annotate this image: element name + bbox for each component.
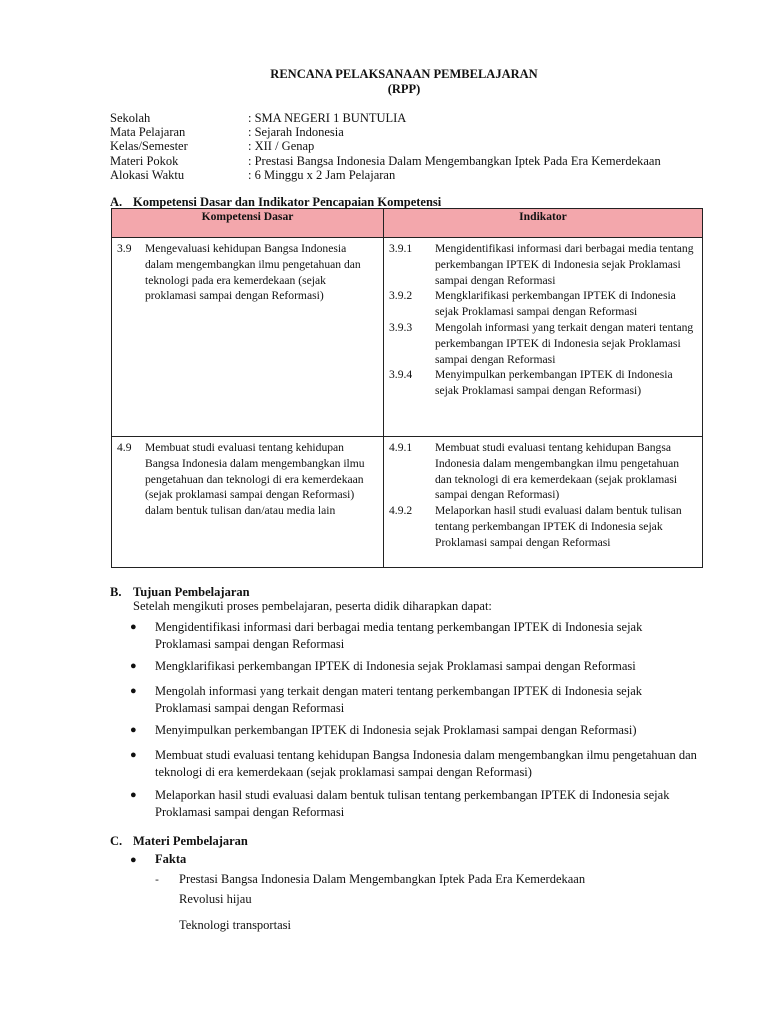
meta-label: Alokasi Waktu [110, 167, 185, 182]
meta-row-kelas-semester [110, 139, 661, 153]
indicator-item [384, 503, 702, 550]
list-item-text: Teknologi transportasi [179, 918, 291, 932]
header-indikator: Indikator [384, 209, 703, 238]
bullet-icon: ● [130, 621, 137, 633]
indicator-number: 3.9.3 [389, 320, 413, 334]
fakta-heading [130, 852, 186, 867]
list-item-text: Mengolah informasi yang terkait dengan materi tentang perkembangan IPTEK di Indonesia sejak Proklamasi sampai dengan Reformasi [155, 684, 642, 715]
fakta-label: Fakta [155, 852, 187, 866]
list-item-text: Membuat studi evaluasi tentang kehidupan Bangsa Indonesia dalam mengembangkan ilmu pengetahuan dan teknologi di era kemerdekaan (sejak proklamasi sampai dengan Reformasi) [155, 748, 697, 779]
indicator-item [384, 241, 702, 288]
meta-value: : Sejarah Indonesia [248, 125, 344, 140]
indicator-cell [384, 238, 703, 437]
indicator-number: 3.9.2 [389, 289, 413, 303]
indicator-text: Mengidentifikasi informasi dari berbagai media tentang perkembangan IPTEK di Indonesia sejak Proklamasi sampai dengan Reformasi [435, 242, 694, 287]
list-item-text: Revolusi hijau [179, 892, 252, 906]
list-item-text: Prestasi Bangsa Indonesia Dalam Mengembangkan Iptek Pada Era Kemerdekaan [179, 872, 586, 886]
section-number: C. [110, 834, 123, 848]
table-header-row [112, 209, 703, 238]
bullet-icon: ● [130, 685, 137, 697]
list-item [155, 918, 291, 933]
list-item [155, 872, 585, 887]
bullet-icon: ● [130, 789, 137, 801]
document-subtitle: (RPP) [387, 82, 421, 96]
list-item [130, 619, 710, 653]
indicator-item [384, 440, 702, 503]
identity-block [110, 111, 661, 182]
list-item [130, 722, 710, 739]
bullet-icon: ● [130, 854, 137, 866]
bullet-icon: ● [130, 724, 137, 736]
section-title: Materi Pembelajaran [133, 834, 248, 848]
meta-row-alokasi-waktu [110, 168, 661, 182]
meta-value: : XII / Genap [248, 139, 315, 154]
indicator-number: 3.9.4 [389, 368, 413, 382]
list-item-text: Mengklarifikasi perkembangan IPTEK di Indonesia sejak Proklamasi sampai dengan Reformasi [155, 659, 636, 673]
list-item [130, 747, 710, 781]
meta-label: Sekolah [110, 111, 151, 125]
meta-row-mata-pelajaran [110, 125, 661, 139]
indicator-cell [384, 437, 703, 568]
list-item [130, 683, 710, 717]
indicator-item [384, 288, 702, 320]
indicator-item [384, 320, 702, 367]
section-b-heading [110, 585, 250, 600]
competency-table [111, 208, 703, 568]
bullet-icon: ● [130, 660, 137, 672]
kd-text: Mengevaluasi kehidupan Bangsa Indonesia dalam mengembangkan ilmu pengetahuan dan teknologi pada era kemerdekaan (sejak proklamasi sampai dengan Reformasi) [145, 242, 361, 303]
meta-row-materi-pokok [110, 154, 661, 168]
list-item [155, 892, 252, 907]
indicator-text: Membuat studi evaluasi tentang kehidupan Bangsa Indonesia dalam mengembangkan ilmu pengetahuan dan teknologi di era kemerdekaan (sejak proklamasi sampai dengan Reformasi) [435, 441, 680, 502]
meta-value: : 6 Minggu x 2 Jam Pelajaran [248, 167, 396, 182]
meta-value: : Prestasi Bangsa Indonesia Dalam Mengembangkan Iptek Pada Era Kemerdekaan [248, 153, 661, 168]
meta-label: Kelas/Semester [110, 139, 188, 154]
indicator-number: 4.9.2 [389, 504, 413, 518]
section-b-intro: Setelah mengikuti proses pembelajaran, peserta didik diharapkan dapat: [133, 599, 492, 613]
indicator-text: Melaporkan hasil studi evaluasi dalam bentuk tulisan tentang perkembangan IPTEK di Indonesia sejak Proklamasi sampai dengan Reformasi [435, 504, 682, 549]
section-number: A. [110, 195, 123, 209]
section-title: Tujuan Pembelajaran [133, 585, 250, 599]
list-item [130, 658, 710, 675]
kd-cell [112, 238, 384, 437]
kd-cell [112, 437, 384, 568]
meta-label: Materi Pokok [110, 153, 179, 168]
bullet-icon: ● [130, 749, 137, 761]
indicator-text: Mengklarifikasi perkembangan IPTEK di Indonesia sejak Proklamasi sampai dengan Reformasi [435, 289, 676, 319]
kd-number: 3.9 [117, 242, 132, 255]
list-item-text: Menyimpulkan perkembangan IPTEK di Indonesia sejak Proklamasi sampai dengan Reformasi) [155, 723, 637, 737]
indicator-text: Mengolah informasi yang terkait dengan materi tentang perkembangan IPTEK di Indonesia sejak Proklamasi sampai dengan Reformasi [435, 320, 694, 366]
meta-value: : SMA NEGERI 1 BUNTULIA [248, 111, 407, 125]
indicator-number: 3.9.1 [389, 242, 413, 255]
meta-row-sekolah [110, 111, 661, 125]
indicator-text: Menyimpulkan perkembangan IPTEK di Indonesia sejak Proklamasi sampai dengan Reformasi) [435, 368, 673, 398]
indicator-item [384, 367, 702, 399]
section-title: Kompetensi Dasar dan Indikator Pencapaian Kompetensi [133, 195, 442, 209]
list-item-text: Melaporkan hasil studi evaluasi dalam bentuk tulisan tentang perkembangan IPTEK di Indonesia sejak Proklamasi sampai dengan Reformasi [155, 788, 670, 819]
table-row [112, 437, 703, 568]
section-c-heading [110, 834, 248, 849]
kd-text: Membuat studi evaluasi tentang kehidupan Bangsa Indonesia dalam mengembangkan ilmu pengetahuan dan teknologi di era kemerdekaan (sejak proklamasi sampai dengan Reformasi) dalam bentuk tulisan dan/atau media lain [145, 441, 365, 518]
section-number: B. [110, 585, 122, 599]
kd-number: 4.9 [117, 441, 132, 454]
dash-icon: - [155, 873, 159, 886]
list-item [130, 787, 710, 821]
table-row [112, 238, 703, 437]
document-title: RENCANA PELAKSANAAN PEMBELAJARAN [270, 67, 538, 81]
meta-label: Mata Pelajaran [110, 125, 186, 140]
header-kompetensi-dasar: Kompetensi Dasar [112, 209, 384, 238]
list-item-text: Mengidentifikasi informasi dari berbagai media tentang perkembangan IPTEK di Indonesia sejak Proklamasi sampai dengan Reformasi [155, 620, 643, 651]
indicator-number: 4.9.1 [389, 441, 413, 454]
